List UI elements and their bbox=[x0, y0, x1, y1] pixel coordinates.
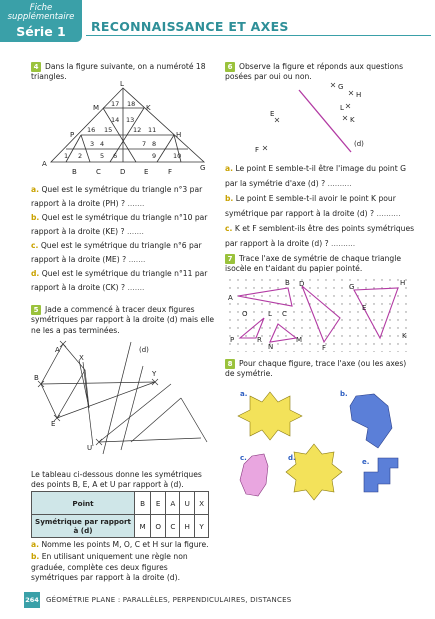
triangle-number: 6 bbox=[113, 152, 118, 160]
tab-series: Série 1 bbox=[16, 24, 66, 39]
table-cell: Y bbox=[195, 515, 209, 538]
point-label: H bbox=[400, 279, 406, 287]
point-label: H bbox=[176, 131, 182, 139]
table-cell: E bbox=[151, 492, 166, 515]
table-row bbox=[32, 492, 209, 515]
ex8-intro bbox=[225, 359, 415, 380]
question-label: a. bbox=[225, 164, 234, 173]
question-label: b. bbox=[31, 552, 40, 562]
ex7-intro bbox=[225, 254, 415, 275]
table-cell: X bbox=[195, 492, 209, 515]
ex7-number: 7 bbox=[225, 254, 235, 264]
point-label: A bbox=[55, 346, 60, 354]
ex6-question bbox=[225, 161, 417, 191]
question-label: c. bbox=[31, 241, 39, 250]
triangle-number: 2 bbox=[78, 152, 83, 160]
line-label: (d) bbox=[354, 140, 364, 148]
ex4-intro-text: Dans la figure suivante, on a numéroté 18 triangles. bbox=[31, 62, 206, 82]
figure-label: a. bbox=[240, 390, 248, 398]
table-cell: O bbox=[151, 515, 166, 538]
answer-blank[interactable]: ....... bbox=[128, 255, 146, 264]
triangle-number: 1 bbox=[64, 152, 69, 160]
table-cell: M bbox=[135, 515, 151, 538]
triangle-number: 8 bbox=[152, 140, 157, 148]
ex7-dot-grid-figure bbox=[226, 276, 411, 352]
triangle-number: 15 bbox=[104, 126, 113, 134]
answer-blank[interactable]: ....... bbox=[126, 227, 144, 236]
question-label: a. bbox=[31, 540, 40, 549]
question-label: d. bbox=[31, 269, 40, 278]
question-text: Le point E semble-t-il avoir le point K pour symétrique par rapport à la droite (d) ? bbox=[225, 194, 396, 218]
point-label: E bbox=[144, 168, 149, 176]
answer-blank[interactable]: .......... bbox=[376, 209, 401, 218]
ex4-question bbox=[31, 267, 216, 295]
point-label: F bbox=[322, 344, 327, 352]
triangle-number: 3 bbox=[90, 140, 95, 148]
question-text: Nomme les points M, O, C et H sur la figure. bbox=[41, 540, 209, 549]
symmetry-table bbox=[31, 491, 209, 538]
table-cell: C bbox=[166, 515, 180, 538]
footer-chapter: GÉOMÉTRIE PLANE : PARALLÈLES, PERPENDICULAIRES, DISTANCES bbox=[46, 596, 292, 604]
question-text: K et F semblent-ils être des points symétriques par rapport à la droite (d) ? bbox=[225, 224, 415, 248]
point-label: G bbox=[200, 164, 206, 172]
question-text: Quel est le symétrique du triangle n°10 par rapport à la droite (KE) ? bbox=[31, 213, 208, 236]
table-header: Symétrique par rapport à (d) bbox=[32, 515, 135, 538]
table-cell: U bbox=[180, 492, 195, 515]
ex5-intro-text: Jade a commencé à tracer deux figures symétriques par rapport à la droite (d) mais elle ne les a pas terminées. bbox=[31, 305, 215, 335]
point-label: B bbox=[72, 168, 77, 176]
point-label: O bbox=[242, 310, 248, 318]
triangle-number: 9 bbox=[152, 152, 157, 160]
answer-blank[interactable]: .......... bbox=[331, 239, 356, 248]
triangle-number: 4 bbox=[100, 140, 105, 148]
point-label: C bbox=[96, 168, 101, 176]
figure-label: d. bbox=[288, 454, 296, 462]
point-label: P bbox=[70, 131, 75, 139]
point-label: X bbox=[79, 354, 84, 362]
ex5-number: 5 bbox=[31, 305, 41, 315]
point-label: G bbox=[338, 83, 344, 91]
point-label: E bbox=[270, 110, 275, 118]
ex4-question bbox=[31, 183, 216, 211]
question-label: a. bbox=[31, 185, 40, 194]
line-label: (d) bbox=[139, 346, 149, 354]
table-cell: B bbox=[135, 492, 151, 515]
table-row bbox=[32, 515, 209, 538]
triangle-number: 10 bbox=[173, 152, 182, 160]
triangle-number: 12 bbox=[133, 126, 142, 134]
point-label: K bbox=[350, 116, 355, 124]
ex8-number: 8 bbox=[225, 359, 235, 369]
point-label: Y bbox=[152, 370, 157, 378]
ex7-intro-text: Trace l'axe de symétrie de chaque triangle isocèle en t'aidant du papier pointé. bbox=[225, 254, 402, 274]
table-cell: A bbox=[166, 492, 180, 515]
shape-b bbox=[350, 394, 392, 448]
point-label: U bbox=[87, 444, 93, 452]
question-label: b. bbox=[225, 194, 234, 203]
ex8-shapes-figure bbox=[228, 384, 413, 504]
ex5-figure bbox=[31, 338, 216, 456]
point-label: M bbox=[93, 104, 100, 112]
triangle-number: 13 bbox=[126, 116, 135, 124]
point-label: K bbox=[402, 332, 407, 340]
ex4-question bbox=[31, 239, 216, 267]
triangle-number: 14 bbox=[111, 116, 120, 124]
question-label: c. bbox=[225, 224, 233, 233]
triangle-number: 11 bbox=[148, 126, 157, 134]
ex4-triangle-figure bbox=[36, 80, 216, 176]
point-label: L bbox=[268, 310, 272, 318]
figure-label: b. bbox=[340, 390, 348, 398]
triangle-number: 7 bbox=[142, 140, 147, 148]
triangle-number: 5 bbox=[100, 152, 105, 160]
point-label: R bbox=[257, 336, 262, 344]
question-text: Quel est le symétrique du triangle n°11 par rapport à la droite (CK) ? bbox=[31, 269, 208, 292]
ex8-intro-text: Pour chaque figure, trace l'axe (ou les axes) de symétrie. bbox=[225, 359, 407, 379]
point-label: E bbox=[362, 304, 367, 312]
ex5-intro bbox=[31, 305, 216, 336]
ex6-question bbox=[225, 191, 417, 221]
point-label: B bbox=[285, 279, 290, 287]
point-label: P bbox=[230, 336, 235, 344]
point-label: F bbox=[255, 146, 260, 154]
triangle-number: 17 bbox=[111, 100, 120, 108]
title-rule bbox=[86, 35, 431, 36]
question-text: En utilisant uniquement une règle non graduée, complète ces deux figures symétriques par rapport à la droite (d). bbox=[31, 552, 188, 582]
triangle-number: 18 bbox=[127, 100, 136, 108]
answer-blank[interactable]: ....... bbox=[127, 283, 145, 292]
table-cell: H bbox=[180, 515, 195, 538]
question-text: Quel est le symétrique du triangle n°6 par rapport à la droite (ME) ? bbox=[31, 241, 202, 264]
ex5-question bbox=[31, 540, 216, 550]
question-label: b. bbox=[31, 213, 40, 222]
point-label: D bbox=[299, 280, 305, 288]
ex6-questions bbox=[225, 161, 417, 251]
ex4-number: 4 bbox=[31, 62, 41, 72]
question-text: Quel est le symétrique du triangle n°3 par rapport à la droite (PH) ? bbox=[31, 185, 203, 208]
figure-label: c. bbox=[240, 454, 247, 462]
shape-a bbox=[238, 392, 302, 440]
ex6-figure bbox=[255, 80, 385, 158]
point-label: L bbox=[120, 80, 124, 88]
answer-blank[interactable]: ....... bbox=[127, 199, 145, 208]
point-label: D bbox=[120, 168, 126, 176]
point-label: L bbox=[340, 104, 344, 112]
ex5-questions bbox=[31, 540, 216, 583]
series-tab bbox=[0, 0, 82, 42]
tab-subtitle: Fiche supplémentaire bbox=[7, 3, 75, 22]
ex6-intro-text: Observe la figure et réponds aux questions posées par oui ou non. bbox=[225, 62, 404, 82]
point-label: N bbox=[268, 343, 274, 351]
figure-label: e. bbox=[362, 458, 370, 466]
ex6-number: 6 bbox=[225, 62, 235, 72]
ex5-question bbox=[31, 552, 216, 583]
point-label: K bbox=[146, 104, 151, 112]
point-label: F bbox=[168, 168, 173, 176]
point-label: M bbox=[296, 336, 303, 344]
shape-d bbox=[286, 444, 342, 500]
page-title: RECONNAISSANCE ET AXES bbox=[91, 19, 289, 34]
point-label: E bbox=[51, 420, 56, 428]
point-label: H bbox=[356, 91, 362, 99]
table-header: Point bbox=[32, 492, 135, 515]
triangle-number: 16 bbox=[87, 126, 96, 134]
point-label: A bbox=[42, 160, 47, 168]
ex6-question bbox=[225, 221, 417, 251]
question-text: Le point E semble-t-il être l'image du point G par la symétrie d'axe (d) ? bbox=[225, 164, 406, 188]
point-label: B bbox=[34, 374, 39, 382]
point-label: A bbox=[228, 294, 233, 302]
ex5-table-intro: Le tableau ci-dessous donne les symétriques des points B, E, A et U par rapport à (d). bbox=[31, 470, 202, 490]
answer-blank[interactable]: .......... bbox=[327, 179, 352, 188]
ex4-questions bbox=[31, 183, 216, 295]
ex4-question bbox=[31, 211, 216, 239]
point-label: C bbox=[282, 310, 287, 318]
point-label: G bbox=[349, 283, 355, 291]
page-number: 264 bbox=[24, 592, 40, 608]
